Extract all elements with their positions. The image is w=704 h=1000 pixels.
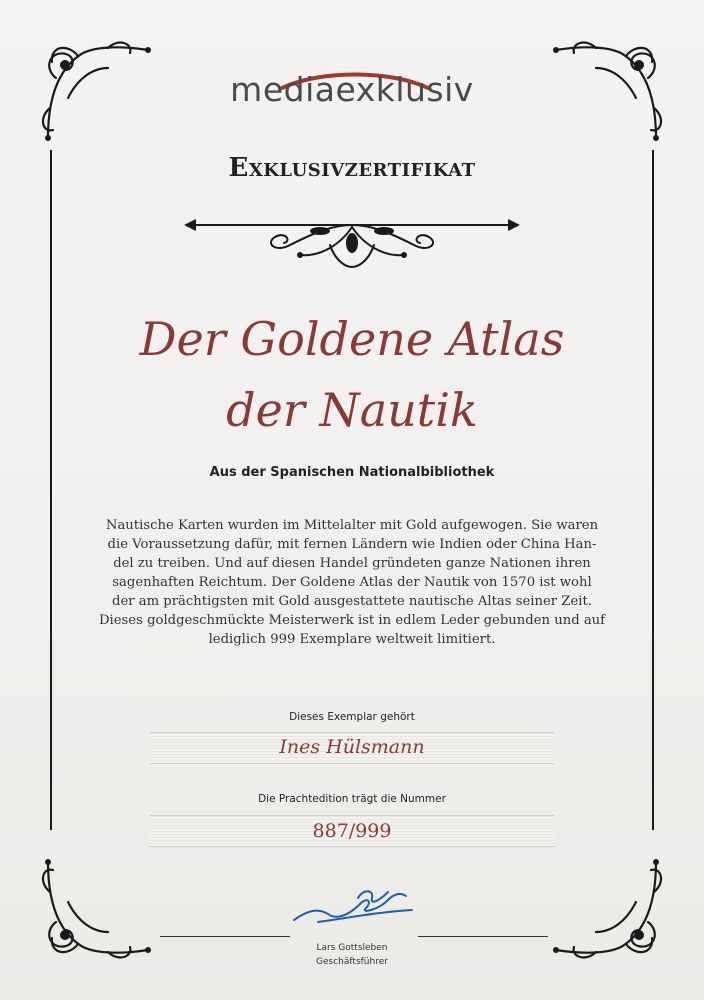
product-title-line-2: der Nautik — [226, 383, 478, 437]
signer-role: Geschäftsführer — [316, 957, 388, 967]
description-line: die Voraussetzung dafür, mit fernen Ländern wie Indien oder China Han- — [107, 537, 597, 552]
right-border-rule — [652, 150, 654, 830]
logo-text-exklusiv: exklusiv — [335, 70, 474, 109]
description-line: der am prächtigsten mit Gold ausgestattete nautische Altas seiner Zeit. — [112, 594, 592, 609]
description-line: Dieses goldgeschmückte Meisterwerk ist in edlem Leder gebunden und auf — [98, 613, 606, 628]
description-paragraph — [90, 516, 614, 649]
description-line: sagenhaften Reichtum. Der Goldene Atlas der Nautik von 1570 ist wohl — [112, 575, 592, 590]
company-logo — [0, 70, 704, 109]
left-border-rule — [50, 150, 52, 830]
signer-name: Lars Gottsleben — [316, 943, 388, 953]
description-line: del zu treiben. Und auf diesen Handel gründeten ganze Nationen ihren — [113, 556, 591, 571]
owner-name: Ines Hülsmann — [279, 736, 425, 758]
logo-text-media: media — [230, 70, 336, 109]
bottom-border-rule-right — [418, 936, 548, 937]
handwritten-signature-icon — [288, 880, 418, 930]
certificate-title: Exklusivzertifikat — [228, 153, 476, 183]
description-line: lediglich 999 Exemplare weltweit limitiert. — [208, 632, 496, 647]
bottom-border-rule-left — [160, 936, 290, 937]
edition-label: Die Prachtedition trägt die Nummer — [258, 793, 446, 805]
description-line: Nautische Karten wurden im Mittelalter mit Gold aufgewogen. Sie waren — [105, 518, 599, 533]
product-subtitle: Aus der Spanischen Nationalbibliothek — [209, 465, 495, 480]
central-flourish-ornament-icon — [180, 205, 524, 275]
edition-number: 887/999 — [312, 820, 392, 842]
product-title-line-1: Der Goldene Atlas — [139, 312, 565, 366]
owner-label: Dieses Exemplar gehört — [289, 711, 415, 723]
